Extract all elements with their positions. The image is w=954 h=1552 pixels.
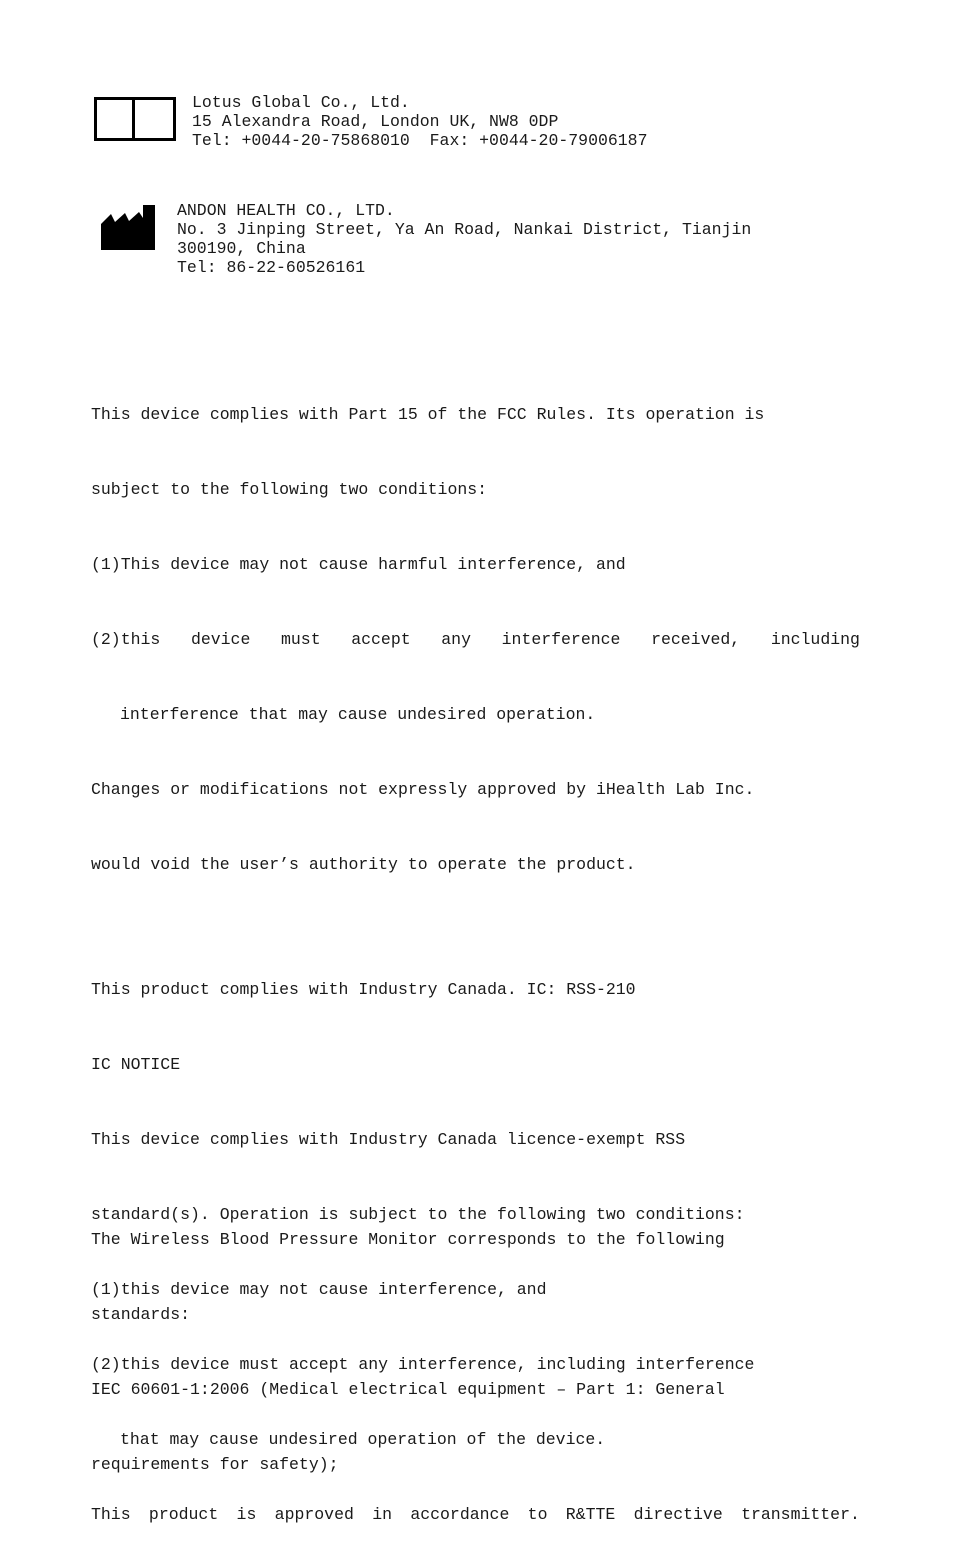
manufacturer-factory-icon <box>101 205 155 250</box>
ic-condition-2-continued: that may cause undesired operation of the device. <box>120 1430 606 1449</box>
standards-line: The Wireless Blood Pressure Monitor corresponds to the following <box>91 1230 725 1249</box>
manufacturer-phone: Tel: 86-22-60526161 <box>177 258 366 277</box>
ic-condition-2: (2)this device must accept any interference, including interference <box>91 1355 755 1374</box>
manufacturer-address-line2: 300190, China <box>177 239 306 258</box>
ec-rep-address: 15 Alexandra Road, London UK, NW8 0DP <box>192 112 559 131</box>
standards-section <box>91 1177 725 1502</box>
ic-condition-1: (1)this device may not cause interference, and <box>91 1280 547 1299</box>
fcc-line: would void the user’s authority to operate the product. <box>91 855 636 874</box>
fcc-statement <box>91 352 860 902</box>
ec-rep-symbol-icon <box>94 97 176 141</box>
fcc-condition-2: (2)this device must accept any interference received, including <box>91 630 860 649</box>
ic-line: This product complies with Industry Canada. IC: RSS-210 <box>91 980 636 999</box>
standards-line: IEC 60601-1:2006 (Medical electrical equipment – Part 1: General <box>91 1380 725 1399</box>
ec-rep-phone-fax: Tel: +0044-20-75868010 Fax: +0044-20-79006187 <box>192 131 648 150</box>
fcc-condition-1: (1)This device may not cause harmful interference, and <box>91 555 626 574</box>
manufacturer-address-line1: No. 3 Jinping Street, Ya An Road, Nankai District, Tianjin <box>177 220 752 239</box>
standards-line: standards: <box>91 1305 191 1324</box>
ic-line: This device complies with Industry Canada licence-exempt RSS <box>91 1130 686 1149</box>
standards-line: requirements for safety); <box>91 1455 339 1474</box>
fcc-condition-2-continued: interference that may cause undesired operation. <box>120 705 596 724</box>
ic-line: standard(s). Operation is subject to the following two conditions: <box>91 1205 745 1224</box>
fcc-line: This device complies with Part 15 of the FCC Rules. Its operation is <box>91 405 765 424</box>
ec-rep-company: Lotus Global Co., Ltd. <box>192 93 410 112</box>
ic-notice-heading: IC NOTICE <box>91 1055 181 1074</box>
fcc-line: subject to the following two conditions: <box>91 480 488 499</box>
fcc-line: Changes or modifications not expressly approved by iHealth Lab Inc. <box>91 780 755 799</box>
rtte-statement: This product is approved in accordance to R&TTE directive transmitter. <box>91 1505 860 1524</box>
manufacturer-company: ANDON HEALTH CO., LTD. <box>177 201 395 220</box>
